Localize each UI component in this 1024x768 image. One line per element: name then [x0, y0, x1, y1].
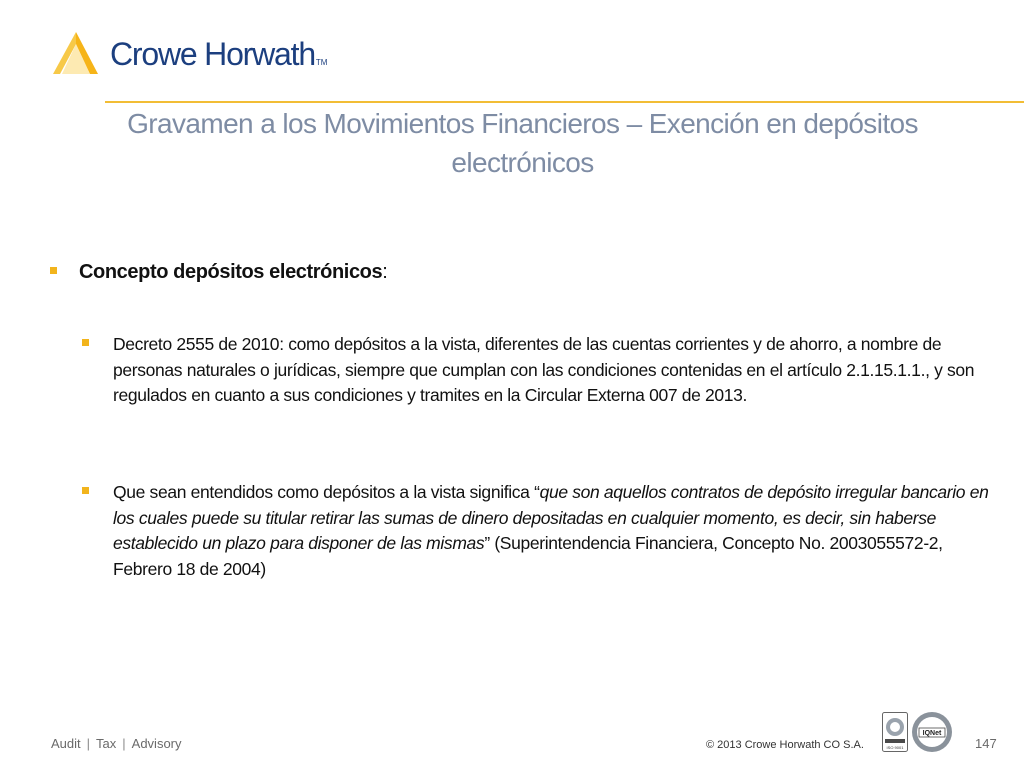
bullet-square-icon: [50, 267, 57, 274]
bullet-decreto: [82, 332, 992, 409]
iso-certification-icon: [882, 712, 908, 752]
bullet-square-icon: [82, 487, 89, 494]
iqnet-certification-icon: [911, 711, 953, 753]
bullet-square-icon: [82, 339, 89, 346]
svg-text:IQNet: IQNet: [922, 730, 942, 737]
copyright-notice: © 2013 Crowe Horwath CO S.A.: [706, 739, 864, 751]
bullet-concepto: Concepto depósitos electrónicos:: [50, 258, 980, 286]
bullet-definicion-text: Que sean entendidos como depósitos a la vista significa “que son aquellos contratos de depósito irregular bancario en los cuales puede su titular retirar las sumas de dinero depositadas en cualquier momento, es decir, sin haberse establecido un plazo para disponer de las mismas” (Superintendencia Financiera, Concepto No. 2003055572-2, Febrero 18 de 2004): [113, 482, 989, 579]
company-logo: [50, 30, 330, 80]
page-number: 147: [975, 736, 997, 751]
logo-brand-text: Crowe HorwathTM: [110, 36, 328, 72]
quote-text: que son aquellos contratos de depósito irregular bancario en los cuales puede su titular retirar las sumas de dinero depositadas en cualquier momento, es decir, sin haberse establecido un plazo para disponer de las mismas: [113, 482, 989, 553]
slide-title: Gravamen a los Movimientos Financieros – Exención en depósitos electrónicos: [127, 108, 918, 178]
footer-services: Audit | Tax | Advisory: [51, 736, 182, 751]
bullet-heading: Concepto depósitos electrónicos: [79, 261, 383, 283]
bullet-definicion: [82, 480, 992, 582]
bullet-decreto-text: Decreto 2555 de 2010: como depósitos a la vista, diferentes de las cuentas corrientes y de ahorro, a nombre de personas naturales o jurídicas, siempre que cumplan con las condiciones contenidas en el artículo 2.1.15.1.1., y son regulados en cuanto a sus condiciones y tramites en la Circular Externa 007 de 2013.: [113, 334, 975, 405]
crowe-flame-icon: [50, 30, 102, 76]
header-divider: [105, 101, 1024, 103]
svg-text:ISO 9001: ISO 9001: [886, 745, 904, 750]
